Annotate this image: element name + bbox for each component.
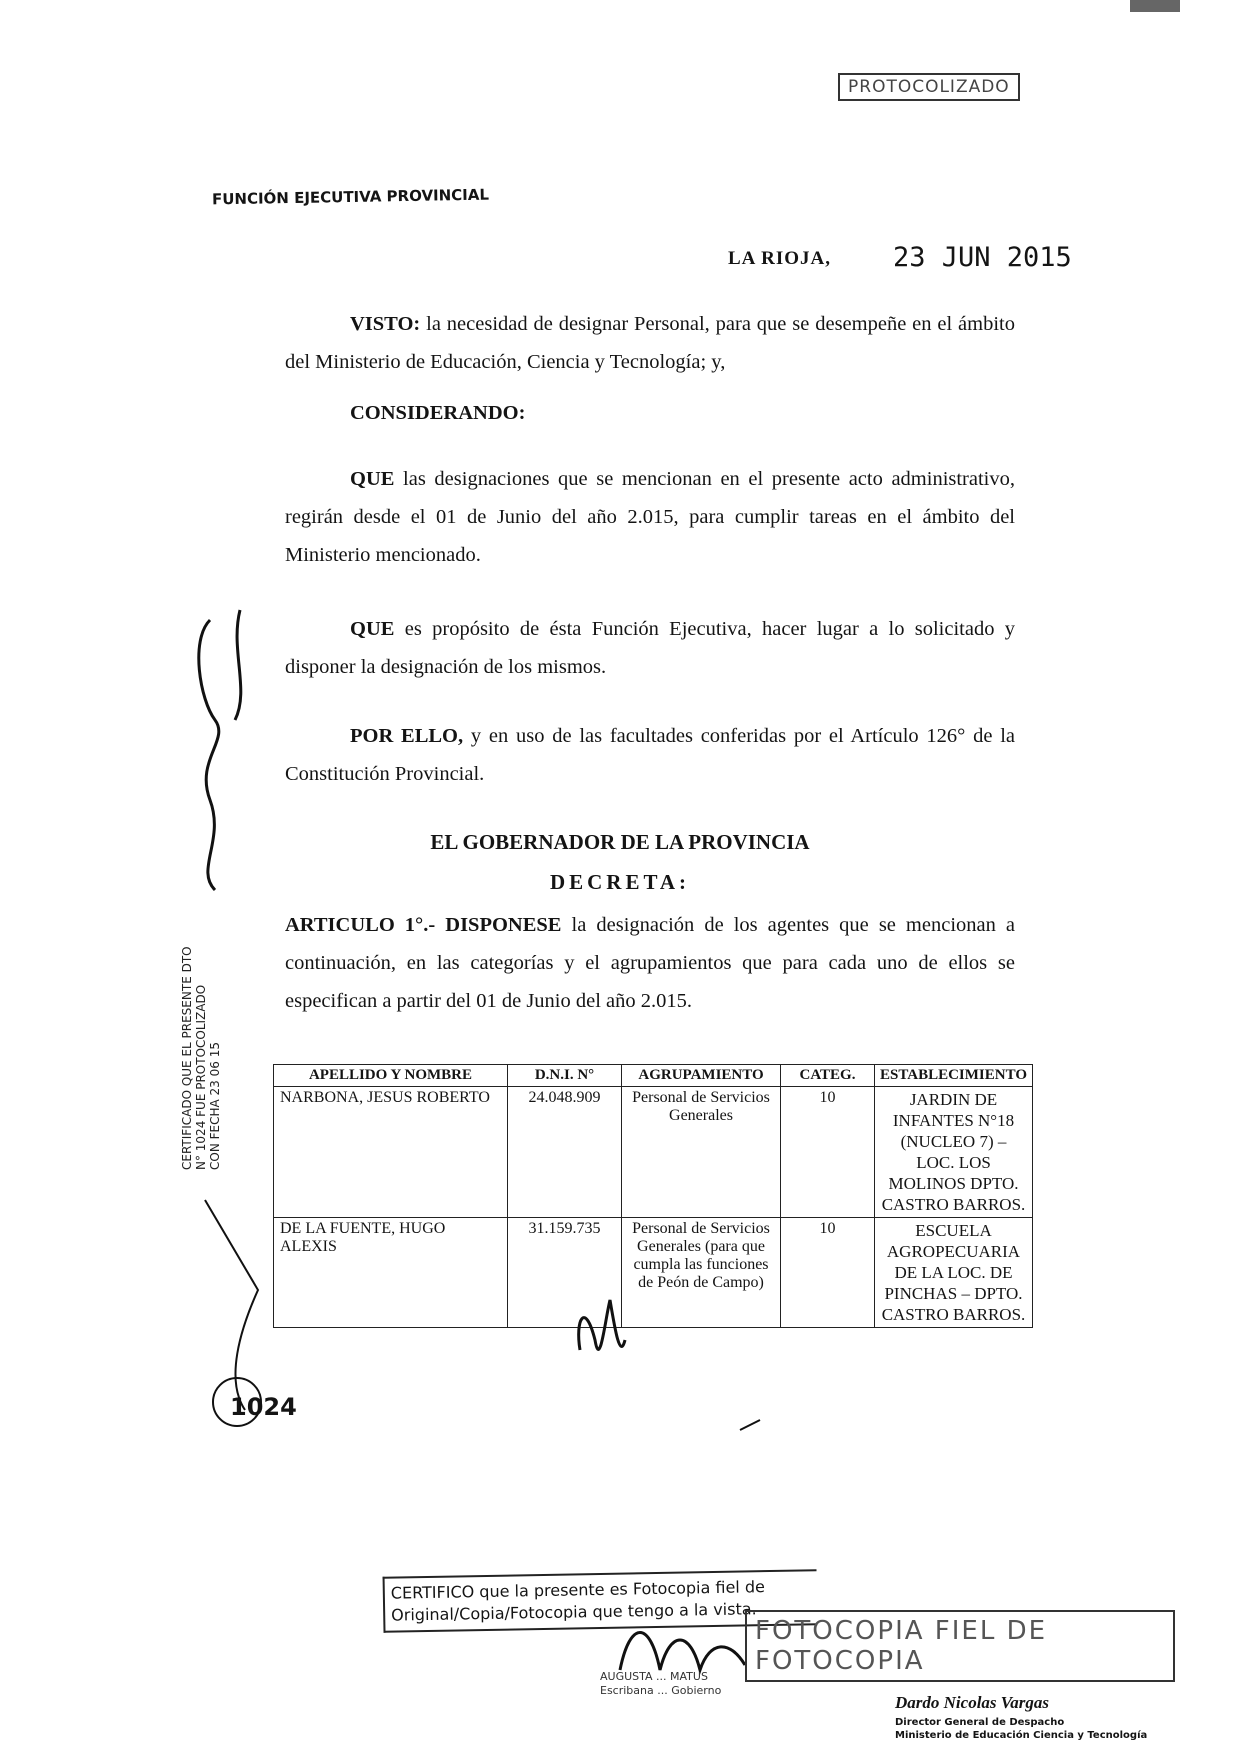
certifico-line-1: CERTIFICO que la presente es Fotocopia fiel de: [390, 1577, 766, 1603]
articulo-text: la designación de los agentes que se mencionan a continuación, en las categorías y el agrupamientos que para cada uno de ellos se especifican a partir del 01 de Junio del año 2.015.: [285, 914, 1016, 1012]
cell-dni: 24.048.909: [508, 1087, 622, 1218]
cell-establecimiento: JARDIN DE INFANTES N°18 (NUCLEO 7) – LOC. LOS MOLINOS DPTO. CASTRO BARROS.: [875, 1087, 1033, 1218]
gobernador-heading: EL GOBERNADOR DE LA PROVINCIA: [430, 830, 810, 854]
col-dni: D.N.I. N°: [508, 1065, 622, 1087]
director-name: Dardo Nicolas Vargas: [895, 1693, 1049, 1712]
place: LA RIOJA,: [728, 248, 831, 269]
cell-nombre: NARBONA, JESUS ROBERTO: [274, 1087, 508, 1218]
protocolizado-stamp: PROTOCOLIZADO: [838, 73, 1020, 101]
cell-establecimiento: ESCUELA AGROPECUARIA DE LA LOC. DE PINCHAS – DPTO. CASTRO BARROS.: [875, 1218, 1033, 1328]
cell-dni: 31.159.735: [508, 1218, 622, 1328]
cell-agrupamiento: Personal de Servicios Generales (para que cumpla las funciones de Peón de Campo): [622, 1218, 781, 1328]
document-header: FUNCIÓN EJECUTIVA PROVINCIAL: [211, 185, 490, 209]
que1-label: QUE: [350, 468, 395, 490]
side-cert-line-3: CON FECHA 23 06 15: [208, 1042, 222, 1170]
bottom-signature: [620, 1633, 745, 1671]
que1-text: las designaciones que se mencionan en el presente acto administrativo, regirán desde el 01 de Junio del año 2.015, para cumplir tareas en el ámbito del Ministerio mencionado.: [285, 468, 1016, 566]
col-apellido: APELLIDO Y NOMBRE: [274, 1065, 508, 1087]
director-ministry: Ministerio de Educación Ciencia y Tecnología: [895, 1730, 1148, 1741]
considerando-label: CONSIDERANDO:: [350, 402, 526, 424]
sig1-name: AUGUSTA ... MATUS: [600, 1670, 708, 1683]
left-signature: [199, 610, 241, 890]
col-categ: CATEG.: [781, 1065, 875, 1087]
cell-nombre: DE LA FUENTE, HUGO ALEXIS: [274, 1218, 508, 1328]
cell-agrupamiento: Personal de Servicios Generales: [622, 1087, 781, 1218]
visto-label: VISTO:: [350, 313, 421, 335]
director-title: Director General de Despacho: [895, 1717, 1065, 1728]
articulo-label: ARTICULO 1°.-: [285, 914, 436, 936]
col-agrupamiento: AGRUPAMIENTO: [622, 1065, 781, 1087]
certifico-line-2: Original/Copia/Fotocopia que tengo a la vista.: [391, 1599, 757, 1625]
fotocopia-stamp: FOTOCOPIA FIEL DE FOTOCOPIA: [745, 1610, 1175, 1682]
col-establecimiento: ESTABLECIMIENTO: [875, 1065, 1033, 1087]
decreta-heading: DECRETA:: [549, 870, 691, 894]
side-cert-line-2: N° 1024 FUE PROTOCOLIZADO: [194, 984, 208, 1170]
visto-text: la necesidad de designar Personal, para que se desempeñe en el ámbito del Ministerio de Educación, Ciencia y Tecnología; y,: [285, 313, 1015, 373]
sig1-title: Escribana ... Gobierno: [600, 1684, 722, 1697]
cell-categ: 10: [781, 1087, 875, 1218]
que2-label: QUE: [350, 618, 395, 640]
porello-text: y en uso de las facultades conferidas por el Artículo 126° de la Constitución Provincial.: [285, 725, 1016, 785]
porello-label: POR ELLO,: [350, 725, 464, 747]
que2-text: es propósito de ésta Función Ejecutiva, hacer lugar a lo solicitado y disponer la designación de los mismos.: [285, 618, 1016, 678]
side-cert-line-1: CERTIFICADO QUE EL PRESENTE DTO: [180, 946, 194, 1170]
date-stamp: 23 JUN 2015: [893, 242, 1072, 273]
middle-signature: [579, 1300, 625, 1350]
cell-categ: 10: [781, 1218, 875, 1328]
articulo-dispone: DISPONESE: [445, 914, 562, 936]
escribana-signature-block: [600, 1670, 721, 1698]
director-title-block: [895, 1716, 1147, 1742]
decree-number: 1024: [230, 1393, 297, 1421]
